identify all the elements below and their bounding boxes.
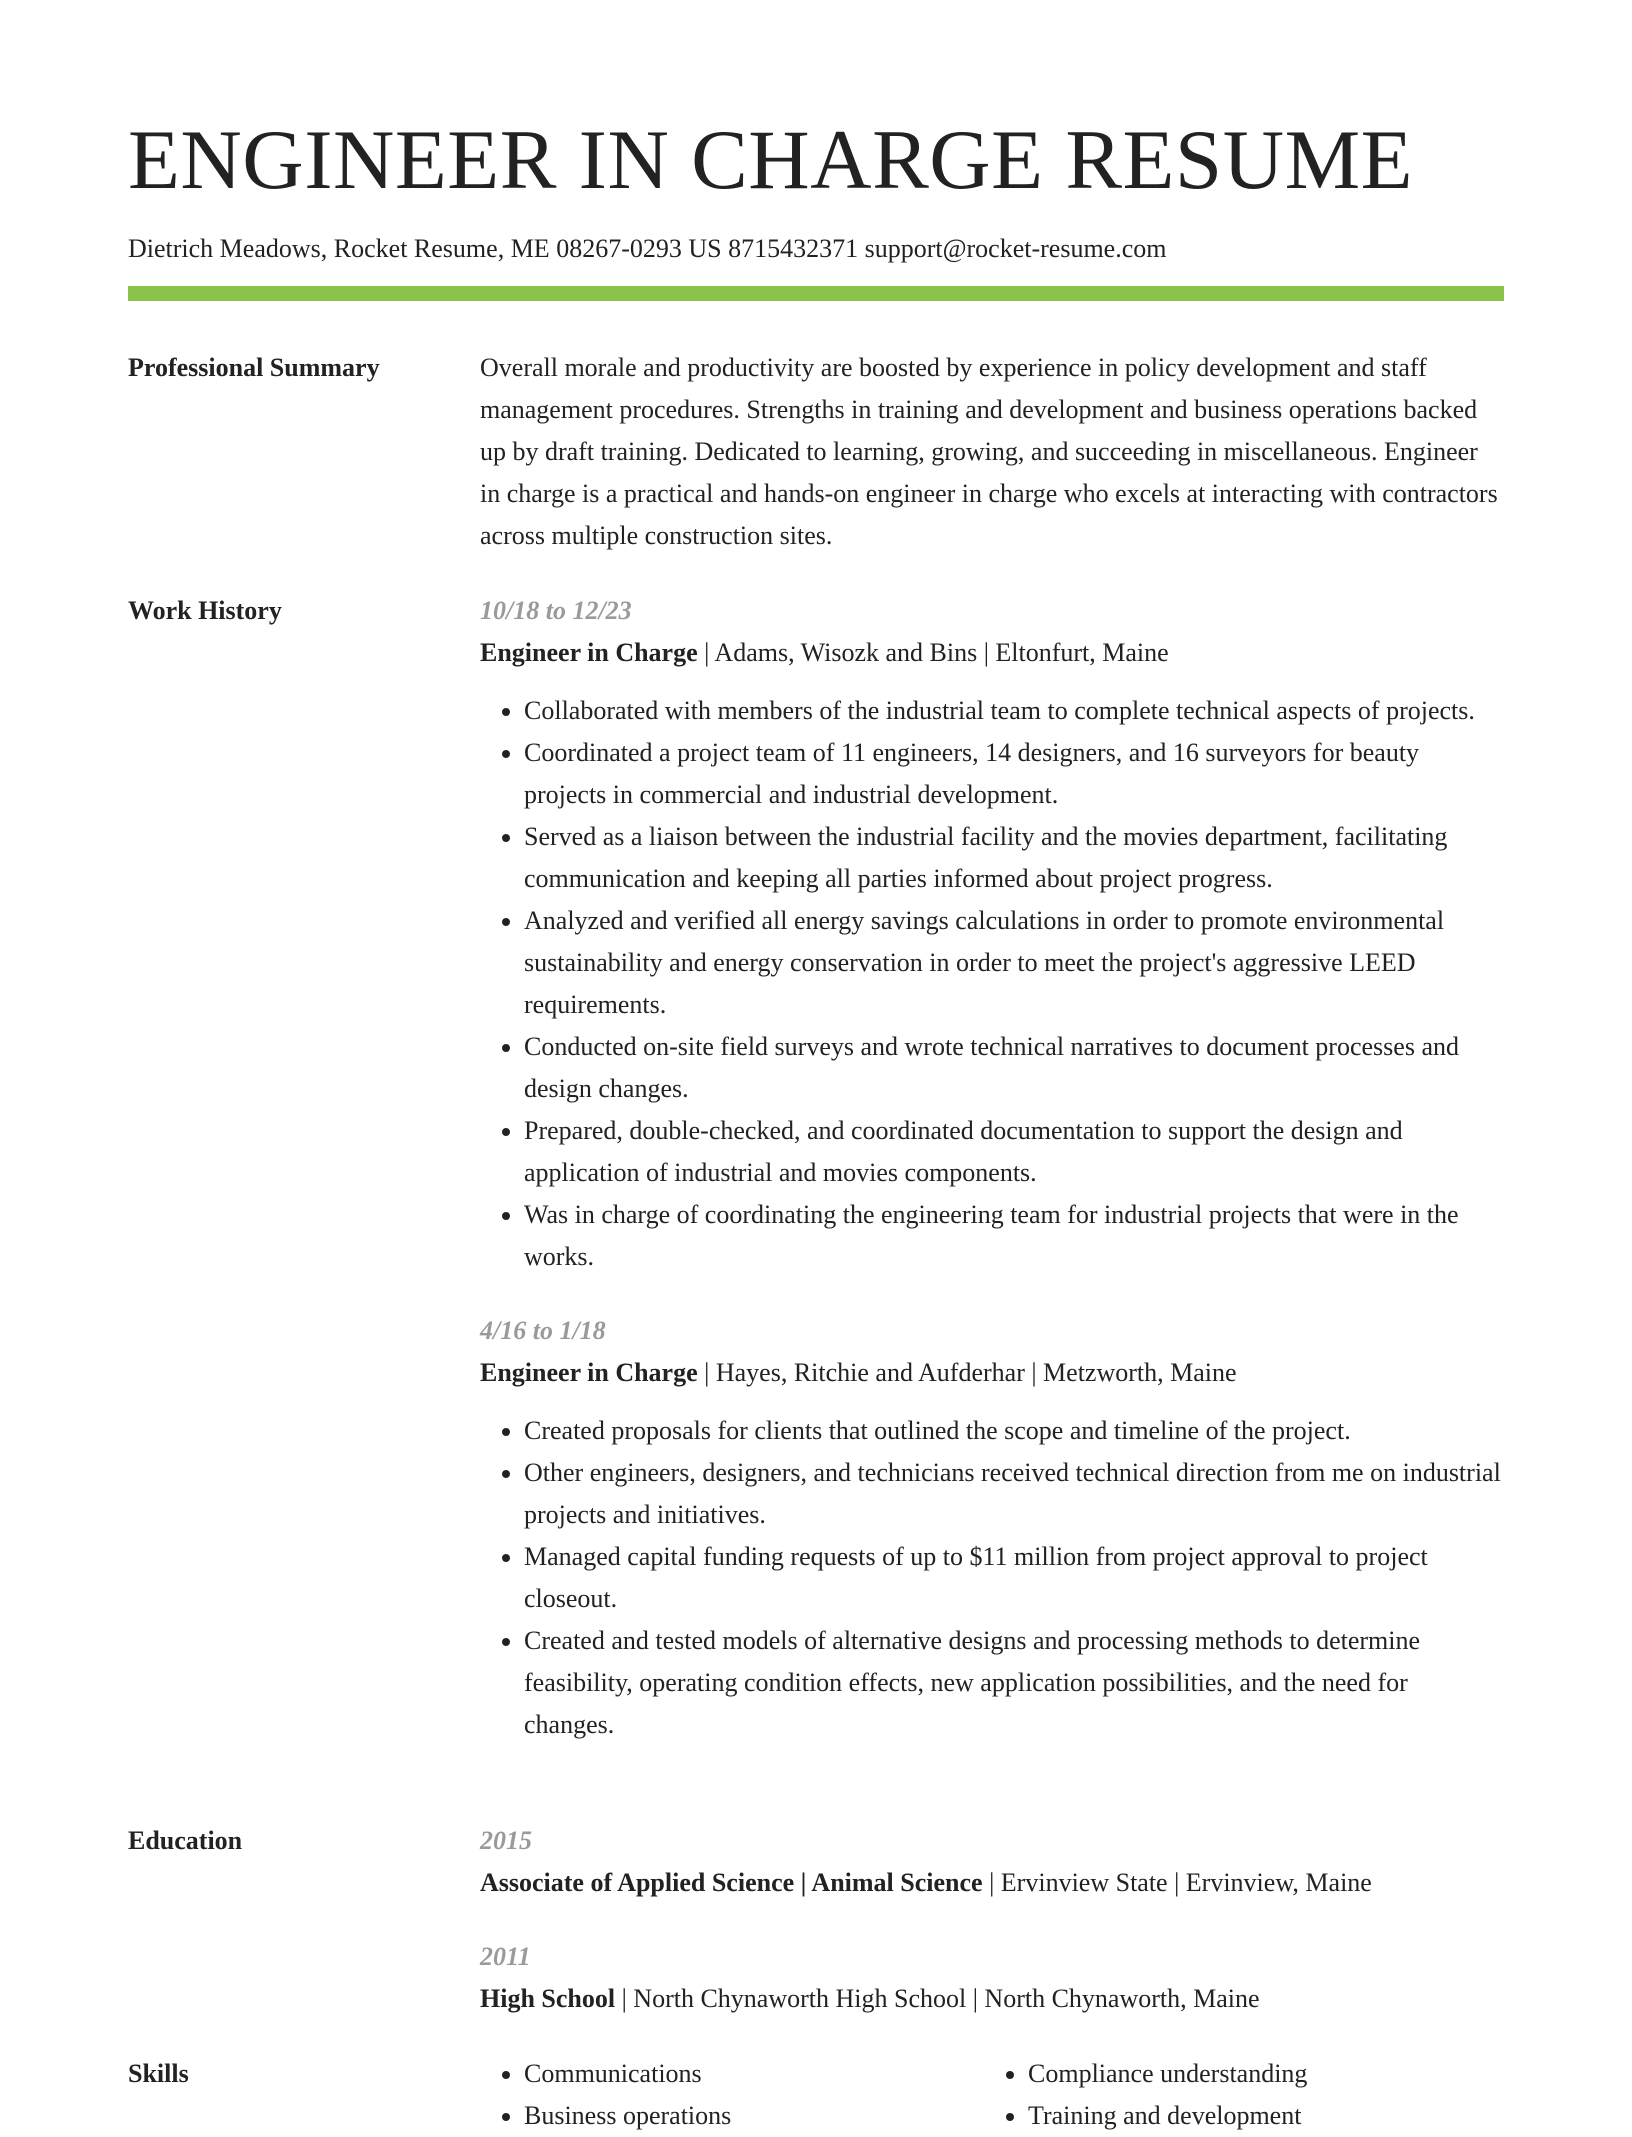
list-item: • Managed capital funding requests of up to $11 million from project approval to project closeout. [524, 1536, 1504, 1620]
list-item: • Prepared, double-checked, and coordinated documentation to support the design and application of industrial and movies components. [524, 1110, 1504, 1194]
skills-body [480, 2053, 1504, 2137]
job-role-line [480, 632, 1504, 674]
job-employer-details: | Adams, Wisozk and Bins | Eltonfurt, Maine [697, 638, 1169, 667]
education-year: 2011 [480, 1942, 531, 1971]
education-line [480, 1862, 1504, 1904]
accent-divider [128, 286, 1504, 301]
skills-list-right [984, 2053, 1488, 2137]
skills-list-left [480, 2053, 984, 2137]
job-bullets [480, 690, 1504, 1278]
summary-text: Overall morale and productivity are boosted by experience in policy development and staff management procedures. Strengths in training and development and business operations backed up by draft training. Dedicated to learning, growing, and succeeding in miscellaneous. Engineer in charge is a practical and hands-on engineer in charge who excels at interacting with contractors across multiple construction sites. [480, 353, 1498, 550]
job-title: Engineer in Charge [480, 638, 698, 667]
education-details: | North Chynaworth High School | North Chynaworth, Maine [615, 1984, 1260, 2013]
job-bullets [480, 1410, 1504, 1746]
list-item: • Communications [524, 2053, 984, 2095]
education-year: 2015 [480, 1826, 532, 1855]
education-body [480, 1820, 1504, 2020]
section-label-education: Education [128, 1826, 243, 1855]
job-entry [480, 590, 1504, 1278]
list-item: • Created and tested models of alternative designs and processing methods to determine feasibility, operating condition effects, new application possibilities, and the need for changes. [524, 1620, 1504, 1746]
work-body [480, 590, 1504, 1746]
education-details: | Ervinview State | Ervinview, Maine [982, 1868, 1372, 1897]
education-degree: High School [480, 1984, 616, 2013]
job-dates: 4/16 to 1/18 [480, 1316, 606, 1345]
job-role-line [480, 1352, 1504, 1394]
list-item: • Collaborated with members of the industrial team to complete technical aspects of projects. [524, 690, 1504, 732]
list-item: • Training and development [1028, 2095, 1488, 2137]
resume-title: ENGINEER IN CHARGE RESUME [128, 113, 1414, 207]
job-title: Engineer in Charge [480, 1358, 698, 1387]
contact-line: Dietrich Meadows, Rocket Resume, ME 08267-0293 US 8715432371 support@rocket-resume.com [128, 234, 1167, 263]
list-item: • Other engineers, designers, and technicians received technical direction from me on industrial projects and initiatives. [524, 1452, 1504, 1536]
list-item: • Created proposals for clients that outlined the scope and timeline of the project. [524, 1410, 1504, 1452]
job-employer-details: | Hayes, Ritchie and Aufderhar | Metzworth, Maine [697, 1358, 1237, 1387]
section-label-skills: Skills [128, 2059, 189, 2088]
education-degree: Associate of Applied Science | Animal Science [480, 1868, 983, 1897]
list-item: • Analyzed and verified all energy savings calculations in order to promote environmental sustainability and energy conservation in order to meet the project's aggressive LEED requirements. [524, 900, 1504, 1026]
summary-body [480, 347, 1504, 557]
education-entry [480, 1936, 1504, 2020]
list-item: • Business operations [524, 2095, 984, 2137]
skills-columns [480, 2053, 1504, 2137]
job-dates: 10/18 to 12/23 [480, 596, 632, 625]
section-label-summary: Professional Summary [128, 353, 380, 382]
education-line [480, 1978, 1504, 2020]
section-label-work: Work History [128, 596, 282, 625]
list-item: • Compliance understanding [1028, 2053, 1488, 2095]
list-item: • Conducted on-site field surveys and wrote technical narratives to document processes and design changes. [524, 1026, 1504, 1110]
list-item: • Coordinated a project team of 11 engineers, 14 designers, and 16 surveyors for beauty projects in commercial and industrial development. [524, 732, 1504, 816]
education-entry [480, 1820, 1504, 1904]
list-item: • Served as a liaison between the industrial facility and the movies department, facilitating communication and keeping all parties informed about project progress. [524, 816, 1504, 900]
job-entry [480, 1310, 1504, 1746]
list-item: • Was in charge of coordinating the engineering team for industrial projects that were in the works. [524, 1194, 1504, 1278]
